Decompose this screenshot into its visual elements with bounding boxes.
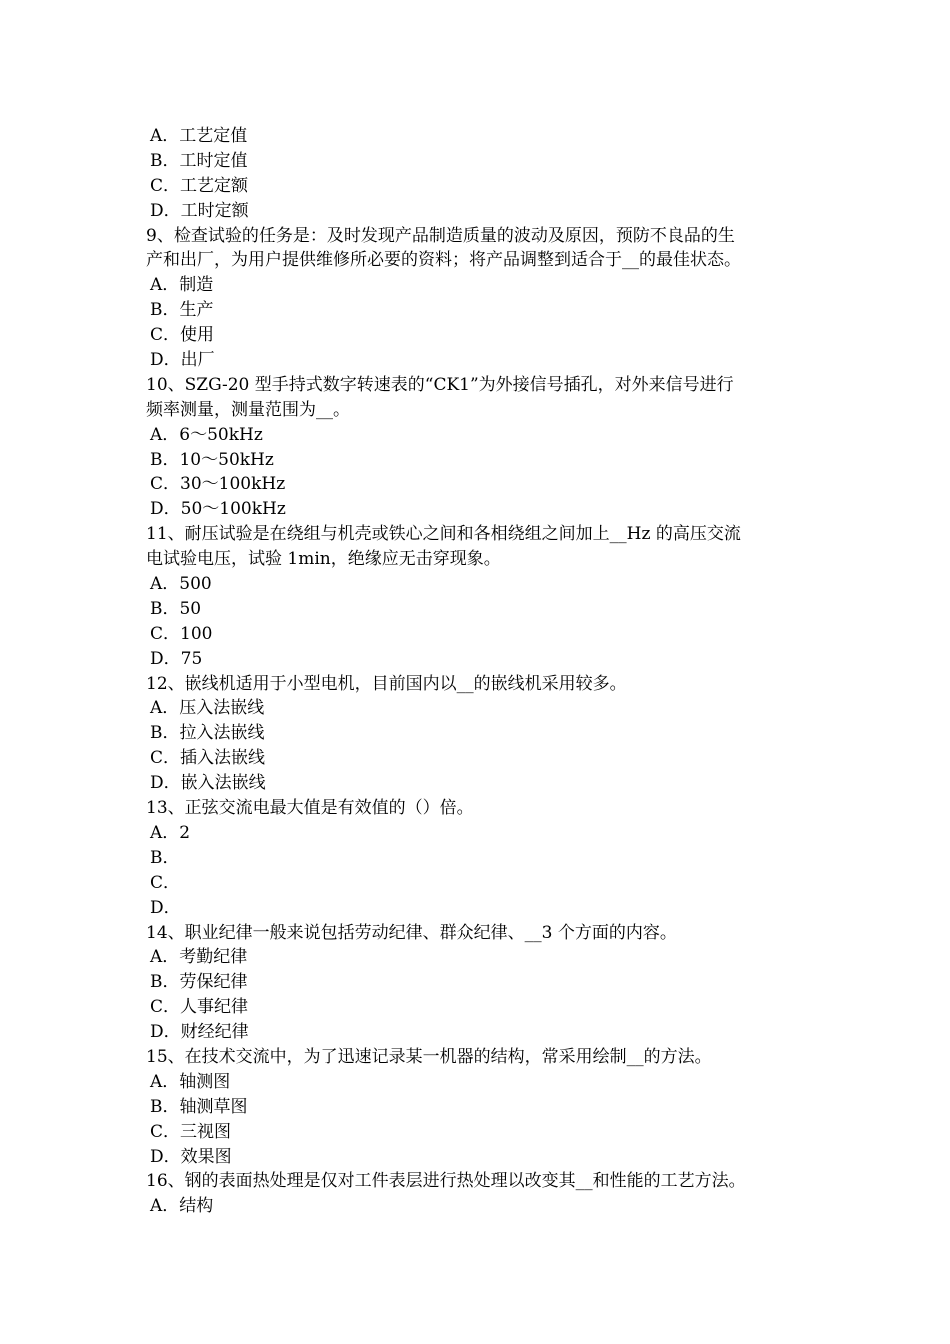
option-line: A．考勤纪律 [150,947,248,968]
question-line: 产和出厂，为用户提供维修所必要的资料；将产品调整到适合于__的最佳状态。 [146,250,741,271]
option-line: C．人事纪律 [150,997,249,1018]
option-line: A．6～50kHz [150,424,263,445]
option-line: B．拉入法嵌线 [150,723,265,744]
option-line: A．结构 [150,1196,214,1217]
option-line: A．500 [150,574,212,595]
option-line: D．50～100kHz [150,499,286,520]
question-line: 9、检查试验的任务是：及时发现产品制造质量的波动及原因，预防不良品的生 [146,225,735,246]
option-line: B．10～50kHz [150,449,274,470]
option-line: D．嵌入法嵌线 [150,773,266,794]
document-page [146,124,816,1219]
option-line: D．出厂 [150,350,215,371]
option-line: C．100 [150,623,213,644]
option-line: A．制造 [150,275,214,296]
question-line: 13、正弦交流电最大值是有效值的（）倍。 [146,798,474,819]
question-line: 12、嵌线机适用于小型电机，目前国内以__的嵌线机采用较多。 [146,673,627,694]
option-line: C．30～100kHz [150,474,286,495]
option-line: B．50 [150,598,202,619]
option-line: C．三视图 [150,1121,232,1142]
option-line: A．2 [150,822,191,843]
option-line: B．劳保纪律 [150,972,248,993]
option-line: C．使用 [150,325,215,346]
option-line: D．财经纪律 [150,1022,249,1043]
question-line: 15、在技术交流中，为了迅速记录某一机器的结构，常采用绘制__的方法。 [146,1046,712,1067]
option-line: D．75 [150,648,203,669]
option-line: B．轴测草图 [150,1096,248,1117]
option-line: D．效果图 [150,1146,232,1167]
option-line: C． [150,872,181,893]
option-line: A．压入法嵌线 [150,698,265,719]
option-line: B．生产 [150,300,214,321]
option-line: A．轴测图 [150,1071,231,1092]
option-line: B．工时定值 [150,150,248,171]
option-line: A．工艺定值 [150,126,248,146]
question-line: 11、耐压试验是在绕组与机壳或铁心之间和各相绕组之间加上__Hz 的高压交流 [146,524,741,545]
question-line: 16、钢的表面热处理是仅对工件表层进行热处理以改变其__和性能的工艺方法。 [146,1171,746,1192]
question-line: 10、SZG-20 型手持式数字转速表的“CK1”为外接信号插孔，对外来信号进行 [146,374,734,395]
question-line: 频率测量，测量范围为__。 [146,399,350,420]
question-line: 14、职业纪律一般来说包括劳动纪律、群众纪律、__3 个方面的内容。 [146,922,677,943]
option-line: C．工艺定额 [150,175,249,196]
option-line: B． [150,847,180,868]
question-line: 电试验电压，试验 1min，绝缘应无击穿现象。 [146,549,501,570]
option-line: D．工时定额 [150,200,249,221]
option-line: D． [150,897,181,918]
option-line: C．插入法嵌线 [150,748,266,769]
